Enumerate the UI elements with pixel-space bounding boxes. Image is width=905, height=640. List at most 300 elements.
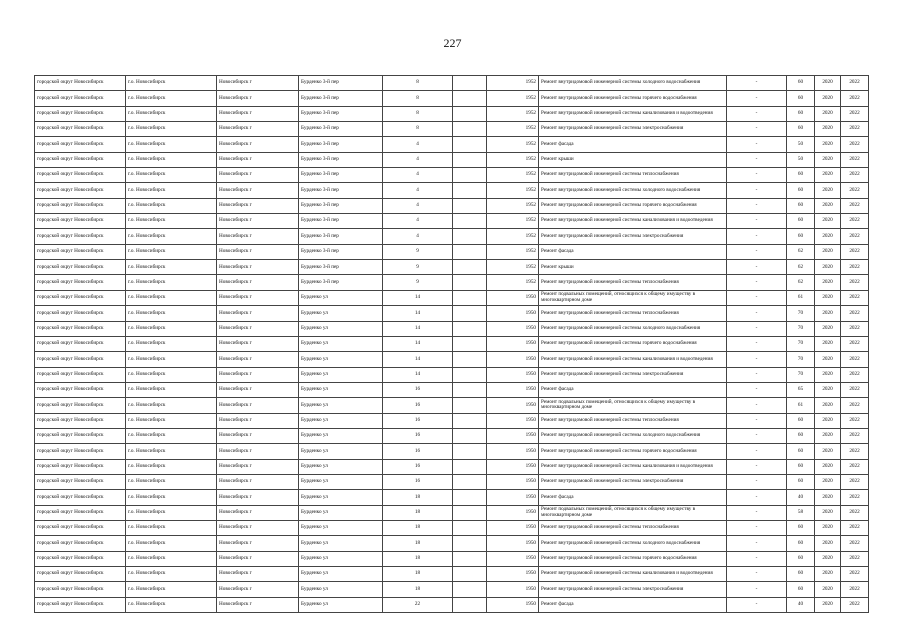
cell-start-year: 2020 bbox=[815, 352, 841, 367]
cell-end-year: 2022 bbox=[841, 183, 869, 198]
cell-city: Новосибирск г bbox=[217, 382, 299, 397]
cell-start-year: 2020 bbox=[815, 398, 841, 413]
cell-street: Бурденко 3-й пер bbox=[299, 183, 383, 198]
cell-house-number: 14 bbox=[383, 306, 453, 321]
cell-empty bbox=[453, 214, 487, 229]
cell-street: Бурденко 3-й пер bbox=[299, 198, 383, 213]
cell-settlement: г.о. Новосибирск bbox=[126, 352, 217, 367]
cell-work-type: Ремонт внутридомовой инженерной системы канализования и водоотведения bbox=[539, 352, 727, 367]
cell-empty bbox=[453, 428, 487, 443]
cell-municipality: городской округ Новосибирск bbox=[35, 152, 126, 167]
cell-municipality: городской округ Новосибирск bbox=[35, 352, 126, 367]
table-row bbox=[35, 76, 869, 91]
cell-house-number: 8 bbox=[383, 91, 453, 106]
cell-municipality: городской округ Новосибирск bbox=[35, 214, 126, 229]
cell-year-built: 1950 bbox=[487, 567, 539, 582]
cell-settlement: г.о. Новосибирск bbox=[126, 183, 217, 198]
cell-work-type: Ремонт внутридомовой инженерной системы электроснабжения bbox=[539, 122, 727, 137]
cell-start-year: 2020 bbox=[815, 382, 841, 397]
cell-street: Бурденко 3-й пер bbox=[299, 76, 383, 91]
cell-year-built: 1950 bbox=[487, 398, 539, 413]
cell-city: Новосибирск г bbox=[217, 321, 299, 336]
cell-end-year: 2022 bbox=[841, 398, 869, 413]
cell-house-number: 4 bbox=[383, 152, 453, 167]
cell-settlement: г.о. Новосибирск bbox=[126, 551, 217, 566]
cell-start-year: 2020 bbox=[815, 91, 841, 106]
cell-empty bbox=[453, 106, 487, 121]
cell-gap: - bbox=[727, 352, 787, 367]
cell-street: Бурденко ул bbox=[299, 582, 383, 597]
cell-end-year: 2022 bbox=[841, 367, 869, 382]
cell-gap: - bbox=[727, 76, 787, 91]
cell-empty bbox=[453, 352, 487, 367]
cell-share: 70 bbox=[787, 352, 815, 367]
cell-work-type: Ремонт фасада bbox=[539, 382, 727, 397]
cell-share: 60 bbox=[787, 214, 815, 229]
cell-year-built: 1950 bbox=[487, 382, 539, 397]
cell-municipality: городской округ Новосибирск bbox=[35, 244, 126, 259]
cell-house-number: 16 bbox=[383, 382, 453, 397]
cell-street: Бурденко ул bbox=[299, 536, 383, 551]
cell-settlement: г.о. Новосибирск bbox=[126, 76, 217, 91]
cell-gap: - bbox=[727, 413, 787, 428]
cell-gap: - bbox=[727, 306, 787, 321]
cell-end-year: 2022 bbox=[841, 229, 869, 244]
cell-city: Новосибирск г bbox=[217, 352, 299, 367]
cell-year-built: 1950 bbox=[487, 321, 539, 336]
cell-municipality: городской округ Новосибирск bbox=[35, 275, 126, 290]
cell-share: 60 bbox=[787, 428, 815, 443]
cell-work-type: Ремонт внутридомовой инженерной системы холодного водоснабжения bbox=[539, 321, 727, 336]
cell-work-type: Ремонт внутридомовой инженерной системы холодного водоснабжения bbox=[539, 536, 727, 551]
cell-year-built: 1950 bbox=[487, 490, 539, 505]
table-row bbox=[35, 536, 869, 551]
table-row bbox=[35, 474, 869, 489]
cell-gap: - bbox=[727, 536, 787, 551]
cell-house-number: 18 bbox=[383, 490, 453, 505]
cell-start-year: 2020 bbox=[815, 474, 841, 489]
cell-house-number: 9 bbox=[383, 260, 453, 275]
cell-work-type: Ремонт крыши bbox=[539, 260, 727, 275]
cell-city: Новосибирск г bbox=[217, 490, 299, 505]
cell-municipality: городской округ Новосибирск bbox=[35, 137, 126, 152]
cell-year-built: 1950 bbox=[487, 520, 539, 535]
cell-empty bbox=[453, 459, 487, 474]
cell-city: Новосибирск г bbox=[217, 198, 299, 213]
cell-empty bbox=[453, 567, 487, 582]
cell-year-built: 1950 bbox=[487, 582, 539, 597]
cell-city: Новосибирск г bbox=[217, 336, 299, 351]
cell-settlement: г.о. Новосибирск bbox=[126, 214, 217, 229]
cell-year-built: 1950 bbox=[487, 336, 539, 351]
table-row bbox=[35, 306, 869, 321]
cell-empty bbox=[453, 536, 487, 551]
table-row bbox=[35, 551, 869, 566]
cell-city: Новосибирск г bbox=[217, 91, 299, 106]
cell-city: Новосибирск г bbox=[217, 152, 299, 167]
table-row bbox=[35, 520, 869, 535]
cell-work-type: Ремонт внутридомовой инженерной системы канализования и водоотведения bbox=[539, 459, 727, 474]
cell-start-year: 2020 bbox=[815, 459, 841, 474]
cell-end-year: 2022 bbox=[841, 214, 869, 229]
cell-end-year: 2022 bbox=[841, 551, 869, 566]
table-row bbox=[35, 459, 869, 474]
cell-work-type: Ремонт фасада bbox=[539, 244, 727, 259]
cell-empty bbox=[453, 520, 487, 535]
cell-municipality: городской округ Новосибирск bbox=[35, 520, 126, 535]
cell-street: Бурденко ул bbox=[299, 567, 383, 582]
cell-end-year: 2022 bbox=[841, 474, 869, 489]
cell-start-year: 2020 bbox=[815, 306, 841, 321]
table-row bbox=[35, 198, 869, 213]
cell-municipality: городской округ Новосибирск bbox=[35, 582, 126, 597]
cell-share: 70 bbox=[787, 367, 815, 382]
cell-settlement: г.о. Новосибирск bbox=[126, 306, 217, 321]
cell-share: 60 bbox=[787, 183, 815, 198]
cell-house-number: 8 bbox=[383, 106, 453, 121]
cell-end-year: 2022 bbox=[841, 490, 869, 505]
cell-year-built: 1950 bbox=[487, 551, 539, 566]
cell-city: Новосибирск г bbox=[217, 444, 299, 459]
table-row bbox=[35, 444, 869, 459]
cell-settlement: г.о. Новосибирск bbox=[126, 474, 217, 489]
cell-year-built: 1952 bbox=[487, 76, 539, 91]
cell-gap: - bbox=[727, 91, 787, 106]
cell-empty bbox=[453, 76, 487, 91]
cell-share: 70 bbox=[787, 336, 815, 351]
table-row bbox=[35, 214, 869, 229]
cell-street: Бурденко 3-й пер bbox=[299, 152, 383, 167]
cell-street: Бурденко ул bbox=[299, 352, 383, 367]
cell-municipality: городской округ Новосибирск bbox=[35, 229, 126, 244]
cell-street: Бурденко ул bbox=[299, 474, 383, 489]
cell-house-number: 18 bbox=[383, 505, 453, 520]
cell-share: 60 bbox=[787, 474, 815, 489]
cell-work-type: Ремонт внутридомовой инженерной системы горячего водоснабжения bbox=[539, 444, 727, 459]
cell-end-year: 2022 bbox=[841, 459, 869, 474]
cell-municipality: городской округ Новосибирск bbox=[35, 428, 126, 443]
cell-end-year: 2022 bbox=[841, 306, 869, 321]
cell-gap: - bbox=[727, 428, 787, 443]
cell-empty bbox=[453, 582, 487, 597]
cell-house-number: 8 bbox=[383, 76, 453, 91]
cell-year-built: 1952 bbox=[487, 137, 539, 152]
cell-municipality: городской округ Новосибирск bbox=[35, 198, 126, 213]
cell-start-year: 2020 bbox=[815, 505, 841, 520]
cell-street: Бурденко ул bbox=[299, 306, 383, 321]
cell-share: 50 bbox=[787, 137, 815, 152]
cell-settlement: г.о. Новосибирск bbox=[126, 336, 217, 351]
table-row bbox=[35, 275, 869, 290]
cell-settlement: г.о. Новосибирск bbox=[126, 582, 217, 597]
cell-share: 60 bbox=[787, 76, 815, 91]
cell-year-built: 1950 bbox=[487, 306, 539, 321]
cell-end-year: 2022 bbox=[841, 168, 869, 183]
cell-year-built: 1952 bbox=[487, 275, 539, 290]
cell-street: Бурденко ул bbox=[299, 444, 383, 459]
cell-share: 70 bbox=[787, 321, 815, 336]
cell-start-year: 2020 bbox=[815, 490, 841, 505]
cell-municipality: городской округ Новосибирск bbox=[35, 76, 126, 91]
cell-end-year: 2022 bbox=[841, 444, 869, 459]
cell-share: 60 bbox=[787, 582, 815, 597]
cell-empty bbox=[453, 367, 487, 382]
cell-gap: - bbox=[727, 290, 787, 305]
cell-empty bbox=[453, 551, 487, 566]
cell-year-built: 1952 bbox=[487, 214, 539, 229]
cell-start-year: 2020 bbox=[815, 106, 841, 121]
table-row bbox=[35, 290, 869, 305]
table-row bbox=[35, 91, 869, 106]
cell-settlement: г.о. Новосибирск bbox=[126, 367, 217, 382]
cell-municipality: городской округ Новосибирск bbox=[35, 306, 126, 321]
cell-house-number: 18 bbox=[383, 520, 453, 535]
cell-municipality: городской округ Новосибирск bbox=[35, 398, 126, 413]
cell-house-number: 8 bbox=[383, 122, 453, 137]
cell-settlement: г.о. Новосибирск bbox=[126, 106, 217, 121]
cell-municipality: городской округ Новосибирск bbox=[35, 459, 126, 474]
cell-work-type: Ремонт крыши bbox=[539, 152, 727, 167]
cell-start-year: 2020 bbox=[815, 198, 841, 213]
cell-gap: - bbox=[727, 244, 787, 259]
cell-share: 60 bbox=[787, 91, 815, 106]
table-row bbox=[35, 413, 869, 428]
cell-start-year: 2020 bbox=[815, 137, 841, 152]
cell-municipality: городской округ Новосибирск bbox=[35, 106, 126, 121]
cell-settlement: г.о. Новосибирск bbox=[126, 413, 217, 428]
cell-street: Бурденко ул bbox=[299, 520, 383, 535]
cell-end-year: 2022 bbox=[841, 428, 869, 443]
cell-settlement: г.о. Новосибирск bbox=[126, 520, 217, 535]
cell-work-type: Ремонт подвальных помещений, относящихся к общему имуществу в многоквартирном доме bbox=[539, 505, 727, 520]
cell-gap: - bbox=[727, 398, 787, 413]
table-row bbox=[35, 582, 869, 597]
cell-settlement: г.о. Новосибирск bbox=[126, 152, 217, 167]
cell-house-number: 16 bbox=[383, 444, 453, 459]
cell-municipality: городской округ Новосибирск bbox=[35, 183, 126, 198]
cell-municipality: городской округ Новосибирск bbox=[35, 444, 126, 459]
table-row bbox=[35, 183, 869, 198]
cell-gap: - bbox=[727, 459, 787, 474]
cell-start-year: 2020 bbox=[815, 321, 841, 336]
cell-empty bbox=[453, 290, 487, 305]
cell-settlement: г.о. Новосибирск bbox=[126, 290, 217, 305]
cell-city: Новосибирск г bbox=[217, 183, 299, 198]
cell-municipality: городской округ Новосибирск bbox=[35, 551, 126, 566]
cell-city: Новосибирск г bbox=[217, 567, 299, 582]
cell-empty bbox=[453, 505, 487, 520]
cell-end-year: 2022 bbox=[841, 321, 869, 336]
cell-work-type: Ремонт внутридомовой инженерной системы холодного водоснабжения bbox=[539, 76, 727, 91]
cell-share: 61 bbox=[787, 290, 815, 305]
cell-empty bbox=[453, 168, 487, 183]
cell-empty bbox=[453, 336, 487, 351]
table-row bbox=[35, 122, 869, 137]
table-row bbox=[35, 352, 869, 367]
cell-year-built: 1950 bbox=[487, 536, 539, 551]
cell-house-number: 4 bbox=[383, 198, 453, 213]
cell-start-year: 2020 bbox=[815, 229, 841, 244]
cell-share: 60 bbox=[787, 122, 815, 137]
cell-city: Новосибирск г bbox=[217, 551, 299, 566]
cell-end-year: 2022 bbox=[841, 413, 869, 428]
cell-house-number: 18 bbox=[383, 551, 453, 566]
cell-city: Новосибирск г bbox=[217, 520, 299, 535]
cell-work-type: Ремонт внутридомовой инженерной системы холодного водоснабжения bbox=[539, 428, 727, 443]
cell-municipality: городской округ Новосибирск bbox=[35, 474, 126, 489]
cell-work-type: Ремонт подвальных помещений, относящихся к общему имуществу в многоквартирном доме bbox=[539, 398, 727, 413]
cell-start-year: 2020 bbox=[815, 444, 841, 459]
table-row bbox=[35, 382, 869, 397]
table-row bbox=[35, 321, 869, 336]
cell-empty bbox=[453, 306, 487, 321]
cell-house-number: 18 bbox=[383, 536, 453, 551]
repair-schedule-table bbox=[34, 75, 869, 613]
cell-street: Бурденко ул bbox=[299, 459, 383, 474]
cell-gap: - bbox=[727, 152, 787, 167]
cell-start-year: 2020 bbox=[815, 214, 841, 229]
cell-empty bbox=[453, 398, 487, 413]
cell-street: Бурденко ул bbox=[299, 367, 383, 382]
cell-municipality: городской округ Новосибирск bbox=[35, 91, 126, 106]
cell-end-year: 2022 bbox=[841, 505, 869, 520]
cell-house-number: 4 bbox=[383, 183, 453, 198]
cell-year-built: 1950 bbox=[487, 352, 539, 367]
cell-share: 60 bbox=[787, 229, 815, 244]
cell-gap: - bbox=[727, 490, 787, 505]
cell-municipality: городской округ Новосибирск bbox=[35, 168, 126, 183]
cell-gap: - bbox=[727, 367, 787, 382]
cell-city: Новосибирск г bbox=[217, 398, 299, 413]
cell-work-type: Ремонт внутридомовой инженерной системы горячего водоснабжения bbox=[539, 91, 727, 106]
cell-year-built: 1950 bbox=[487, 474, 539, 489]
cell-street: Бурденко 3-й пер bbox=[299, 275, 383, 290]
cell-start-year: 2020 bbox=[815, 168, 841, 183]
cell-house-number: 14 bbox=[383, 367, 453, 382]
cell-street: Бурденко 3-й пер bbox=[299, 122, 383, 137]
cell-municipality: городской округ Новосибирск bbox=[35, 122, 126, 137]
table-row bbox=[35, 260, 869, 275]
cell-work-type: Ремонт подвальных помещений, относящихся к общему имуществу в многоквартирном доме bbox=[539, 290, 727, 305]
cell-end-year: 2022 bbox=[841, 582, 869, 597]
cell-end-year: 2022 bbox=[841, 260, 869, 275]
cell-city: Новосибирск г bbox=[217, 260, 299, 275]
cell-year-built: 1950 bbox=[487, 290, 539, 305]
table-row bbox=[35, 229, 869, 244]
cell-city: Новосибирск г bbox=[217, 168, 299, 183]
cell-share: 40 bbox=[787, 597, 815, 612]
cell-city: Новосибирск г bbox=[217, 229, 299, 244]
cell-year-built: 1950 bbox=[487, 505, 539, 520]
cell-gap: - bbox=[727, 183, 787, 198]
cell-work-type: Ремонт фасада bbox=[539, 137, 727, 152]
cell-year-built: 1950 bbox=[487, 413, 539, 428]
cell-work-type: Ремонт внутридомовой инженерной системы канализования и водоотведения bbox=[539, 567, 727, 582]
cell-house-number: 16 bbox=[383, 428, 453, 443]
cell-gap: - bbox=[727, 505, 787, 520]
cell-share: 40 bbox=[787, 490, 815, 505]
cell-share: 70 bbox=[787, 306, 815, 321]
cell-street: Бурденко 3-й пер bbox=[299, 260, 383, 275]
table-row bbox=[35, 137, 869, 152]
cell-city: Новосибирск г bbox=[217, 459, 299, 474]
cell-street: Бурденко 3-й пер bbox=[299, 106, 383, 121]
cell-street: Бурденко ул bbox=[299, 382, 383, 397]
cell-street: Бурденко ул bbox=[299, 321, 383, 336]
cell-city: Новосибирск г bbox=[217, 306, 299, 321]
cell-start-year: 2020 bbox=[815, 244, 841, 259]
cell-empty bbox=[453, 444, 487, 459]
cell-settlement: г.о. Новосибирск bbox=[126, 229, 217, 244]
table-row bbox=[35, 367, 869, 382]
cell-end-year: 2022 bbox=[841, 122, 869, 137]
cell-year-built: 1952 bbox=[487, 229, 539, 244]
cell-end-year: 2022 bbox=[841, 137, 869, 152]
cell-start-year: 2020 bbox=[815, 336, 841, 351]
cell-empty bbox=[453, 122, 487, 137]
cell-gap: - bbox=[727, 275, 787, 290]
cell-gap: - bbox=[727, 198, 787, 213]
cell-year-built: 1952 bbox=[487, 91, 539, 106]
cell-street: Бурденко 3-й пер bbox=[299, 229, 383, 244]
cell-year-built: 1952 bbox=[487, 244, 539, 259]
cell-year-built: 1952 bbox=[487, 152, 539, 167]
cell-share: 62 bbox=[787, 260, 815, 275]
cell-city: Новосибирск г bbox=[217, 474, 299, 489]
cell-start-year: 2020 bbox=[815, 367, 841, 382]
cell-empty bbox=[453, 183, 487, 198]
cell-start-year: 2020 bbox=[815, 567, 841, 582]
cell-end-year: 2022 bbox=[841, 152, 869, 167]
cell-start-year: 2020 bbox=[815, 428, 841, 443]
cell-share: 60 bbox=[787, 444, 815, 459]
table-body bbox=[35, 76, 869, 613]
cell-end-year: 2022 bbox=[841, 382, 869, 397]
cell-gap: - bbox=[727, 582, 787, 597]
cell-work-type: Ремонт внутридомовой инженерной системы теплоснабжения bbox=[539, 413, 727, 428]
cell-share: 60 bbox=[787, 413, 815, 428]
cell-settlement: г.о. Новосибирск bbox=[126, 567, 217, 582]
cell-gap: - bbox=[727, 551, 787, 566]
cell-share: 62 bbox=[787, 275, 815, 290]
cell-house-number: 9 bbox=[383, 244, 453, 259]
cell-start-year: 2020 bbox=[815, 551, 841, 566]
cell-end-year: 2022 bbox=[841, 275, 869, 290]
cell-end-year: 2022 bbox=[841, 336, 869, 351]
table-row bbox=[35, 428, 869, 443]
cell-empty bbox=[453, 275, 487, 290]
cell-gap: - bbox=[727, 106, 787, 121]
cell-year-built: 1950 bbox=[487, 459, 539, 474]
cell-work-type: Ремонт внутридомовой инженерной системы электроснабжения bbox=[539, 229, 727, 244]
cell-settlement: г.о. Новосибирск bbox=[126, 382, 217, 397]
cell-start-year: 2020 bbox=[815, 260, 841, 275]
cell-gap: - bbox=[727, 229, 787, 244]
cell-empty bbox=[453, 91, 487, 106]
cell-gap: - bbox=[727, 382, 787, 397]
cell-work-type: Ремонт фасада bbox=[539, 597, 727, 612]
cell-street: Бурденко ул bbox=[299, 290, 383, 305]
cell-street: Бурденко ул bbox=[299, 597, 383, 612]
cell-start-year: 2020 bbox=[815, 152, 841, 167]
cell-city: Новосибирск г bbox=[217, 214, 299, 229]
cell-start-year: 2020 bbox=[815, 582, 841, 597]
cell-house-number: 14 bbox=[383, 290, 453, 305]
cell-end-year: 2022 bbox=[841, 290, 869, 305]
cell-end-year: 2022 bbox=[841, 567, 869, 582]
cell-gap: - bbox=[727, 474, 787, 489]
page-number: 227 bbox=[443, 36, 462, 50]
